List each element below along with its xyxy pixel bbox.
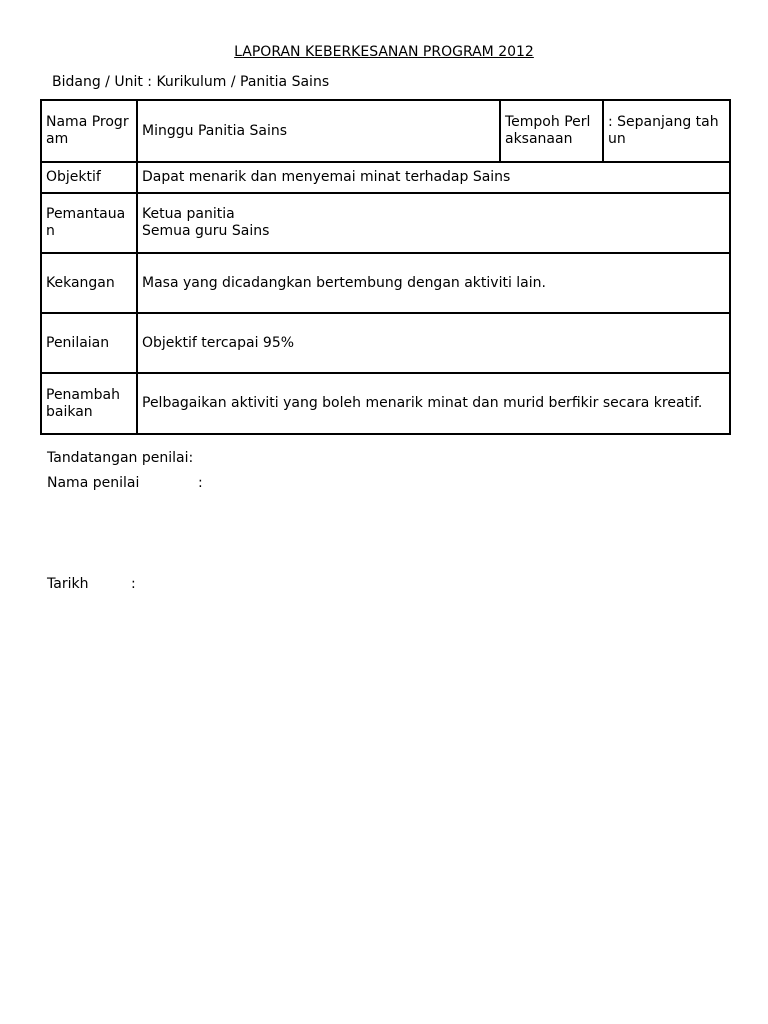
report-title: LAPORAN KEBERKESANAN PROGRAM 2012	[234, 44, 534, 60]
kekangan-label: Kekangan	[41, 253, 137, 313]
kekangan-value: Masa yang dicadangkan bertembung dengan aktiviti lain.	[137, 253, 730, 313]
objektif-label: Objektif	[41, 162, 137, 193]
tempoh-value: : Sepanjang tahun	[603, 100, 730, 162]
nama-program-value: Minggu Panitia Sains	[137, 100, 500, 162]
table-row	[41, 193, 730, 253]
penambah-baikan-label: Penambah baikan	[41, 373, 137, 434]
table-row	[41, 373, 730, 434]
nama-program-label: Nama Program	[41, 100, 137, 162]
objektif-value: Dapat menarik dan menyemai minat terhadap Sains	[137, 162, 730, 193]
pemantauan-value	[137, 193, 730, 253]
penilaian-label: Penilaian	[41, 313, 137, 373]
pemantauan-value-text: Ketua panitia Semua guru Sains	[142, 206, 270, 239]
nama-penilai-label: Nama penilai	[47, 475, 140, 491]
table-row	[41, 313, 730, 373]
report-table	[40, 99, 731, 435]
table-row	[41, 253, 730, 313]
nama-penilai-colon: :	[198, 475, 203, 491]
tarikh-label: Tarikh	[47, 576, 89, 592]
tempoh-label: Tempoh Perlaksanaan	[500, 100, 603, 162]
pemantauan-label: Pemantauan	[41, 193, 137, 253]
table-row	[41, 162, 730, 193]
penambah-baikan-value: Pelbagaikan aktiviti yang boleh menarik minat dan murid berfikir secara kreatif.	[137, 373, 730, 434]
penilaian-value: Objektif tercapai 95%	[137, 313, 730, 373]
bidang-unit-line: Bidang / Unit : Kurikulum / Panitia Sains	[52, 74, 330, 90]
tarikh-colon: :	[131, 576, 136, 592]
table-row-nama-program	[41, 100, 730, 162]
tandatangan-penilai: Tandatangan penilai:	[47, 450, 194, 466]
